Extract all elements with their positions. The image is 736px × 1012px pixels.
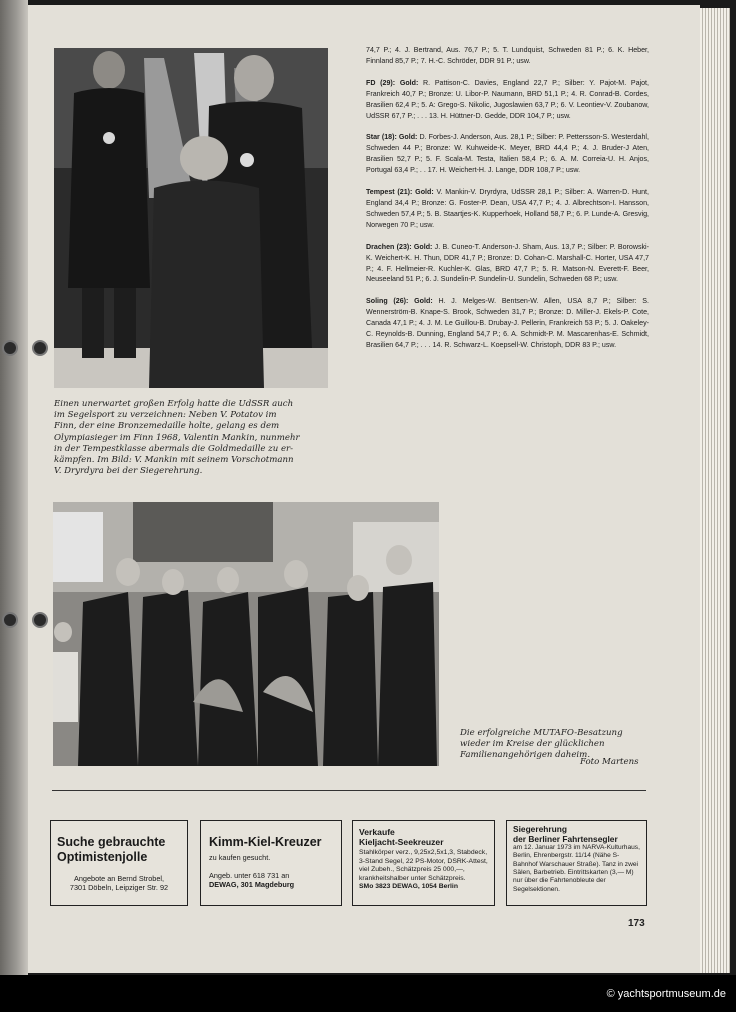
- ad4-body: am 12. Januar 1973 im NARVA-Kulturhaus, Berlin, Ehrenbergstr. 11/14 (Nähe S-Bahnhof Warschauer Straße). Tanz in zwei Sälen, Barbetrieb. Eintrittskarten (3,— M) nur über die Fahrtenobleute der Segelsektionen.: [513, 844, 640, 893]
- crew-family-image: [53, 502, 439, 766]
- ad1-line2: 7301 Döbeln, Leipziger Str. 92: [69, 883, 169, 893]
- photo1-caption: Einen unerwartet großen Erfolg hatte die UdSSR auch im Segelsport zu verzeichnen: Neben V. Potatov im Finn, der eine Bronzemedaille holte, gelang es dem Olympiasieger im Finn 1968, Valentin Mankin, nunmehr in der Tempestklasse abermals die Goldmedaille zu er- kämpfen. Im Bild: V. Mankin mit seinem Vorschotmann V. Dryrdyra bei der Siegerehrung.: [54, 399, 300, 477]
- ad2-line2: Angeb. unter 618 731 an: [209, 871, 290, 881]
- ad4-title: Siegerehrung der Berliner Fahrtensegler: [513, 824, 618, 844]
- photo2-credit: Foto Martens: [580, 757, 639, 767]
- page-number: 173: [628, 918, 645, 929]
- award-ceremony-image: [54, 48, 328, 388]
- ad2-line1: zu kaufen gesucht.: [209, 853, 271, 862]
- results-column: [366, 45, 649, 362]
- ad-kimm-kiel-kreuzer: [200, 820, 342, 906]
- binding-hole: [32, 340, 48, 356]
- ad-kieljacht-seekreuzer: [352, 820, 495, 906]
- ad2-line3: DEWAG, 301 Magdeburg: [209, 880, 295, 890]
- ad2-title: Kimm-Kiel-Kreuzer: [209, 835, 322, 849]
- section-divider: [52, 790, 646, 791]
- ad3-body: Stahlkörper verz., 9,25x2,5x1,3, Stabdeck, 3-Stand Segel, 22 PS-Motor, DSRK-Attest, viel Zubeh., Schätzpreis 25 000,—, krankheitshalber unter Schätzpreis.: [359, 849, 488, 882]
- binding-hole: [32, 612, 48, 628]
- ad3-title: Verkaufe Kieljacht-Seekreuzer: [359, 827, 444, 847]
- photo2-caption: Die erfolgreiche MUTAFO-Besatzung wieder im Kreise der glücklichen Familienangehörigen daheim.: [460, 728, 623, 761]
- ad3-footer: SMo 3823 DEWAG, 1054 Berlin: [359, 883, 458, 891]
- ad1-title: Suche gebrauchte Optimistenjolle: [57, 835, 166, 864]
- book-binding: [0, 0, 28, 975]
- binding-hole: [2, 612, 18, 628]
- copyright-credit: © yachtsportmuseum.de: [606, 988, 726, 1000]
- ad-siegerehrung: [506, 820, 647, 906]
- results-entry-drachen: Drachen (23): Gold: J. B. Cuneo-T. Anderson-J. Sham, Aus. 13,7 P.; Silber: P. Borowski-K. Weichert-K. H. Thun, DDR 41,7 P.; Bronze: D. Cohan-C. Marshall-C. Horter, USA 47,7 P.; 4. F. Hellmeier-R. Kuchler-K. Glas, BRD 47,7 P.; 5. R. Matson-N. Everett-F. Beer, Neuseeland 51 P.; 6. J. Sundelin-P. Sundelin-U. Sundelin, Schweden 68 P.; usw.: [366, 242, 649, 284]
- ad1-line1: Angebote an Bernd Strobel,: [73, 874, 165, 883]
- results-entry: 74,7 P.; 4. J. Bertrand, Aus. 76,7 P.; 5. T. Lundquist, Schweden 81 P.; 6. K. Heber, Finnland 85,7 P.; 7. H.-C. Schröder, DDR 91 P.; usw.: [366, 46, 649, 65]
- page-edges: [700, 8, 730, 973]
- results-entry-soling: Soling (26): Gold: H. J. Melges-W. Bentsen-W. Allen, USA 8,7 P.; Silber: S. Wennerström-B. Knape-S. Brook, Schweden 31,7 P.; Bronze: D. Miller-J. Ekels-P. Cote, Canada 47,1 P.; 4. J. M. Le Guillou-B. Drubay-J. Pellerin, Frankreich 53 P.; 5. J. Oakeley-C. Reynolds-B. Dunning, England 54,7 P.; 6. A. Schmidt-P. M. Mascarenhas-E. Schmidt, Brasilien 64,7 P.; . . . 14. R. Schwarz-L. Koepsell-W. Christoph, DDR 83 P.; usw.: [366, 297, 650, 349]
- results-entry-fd: FD (29): Gold: R. Pattison-C. Davies, England 22,7 P.; Silber: Y. Pajot-M. Pajot, Frankreich 40,7 P.; Bronze: U. Libor-P. Naumann, BRD 51,1 P.; 4. R. Conrad-B. Cordes, Brasilien 62,4 P.; 5. A: Grego-S. Nikolic, Jugoslawien 63,7 P.; 6. V. Leontiev-V. Zoubanow, UdSSR 67,7 P.; . . . 13. H. Hüttner-D. Gedde, DDR 104,7 P.; usw.: [366, 78, 649, 120]
- photo-crew-family: [53, 502, 439, 766]
- binding-hole: [2, 340, 18, 356]
- ad-optimist-jolle: [50, 820, 188, 906]
- photo-award-ceremony: [54, 48, 328, 388]
- results-entry-tempest: Tempest (21): Gold: V. Mankin-V. Dryrdyra, UdSSR 28,1 P.; Silber: A. Warren-D. Hunt, England 34,4 P.; Bronze: G. Foster-P. Dean, USA 47,7 P.; 4. J. Albrechtson-I. Hansson, Schweden 57,4 P.; 5. B. Staartjes-K. Kupperhoek, Holland 58,7 P.; 6. P. Lunde-A. Gresvig, Norwegen 70 P.; usw.: [366, 188, 649, 229]
- results-entry-star: Star (18): Gold: D. Forbes-J. Anderson, Aus. 28,1 P.; Silber: P. Pettersson-S. Westerdahl, Schweden 44 P.; Bronze: W. Kuhweide-K. Meyer, BRD 44,4 P.; 4. J. Bruder-J Aten, Brasilien 52,7 P.; 5. F. Scala-M. Testa, Italien 58,4 P.; 6. A. M. Correia-U. H. Anjos, Portugal 63,4 P.; . . 17. H. Weichert-H. J. Lange, DDR 108,7 P.; usw.: [366, 133, 649, 175]
